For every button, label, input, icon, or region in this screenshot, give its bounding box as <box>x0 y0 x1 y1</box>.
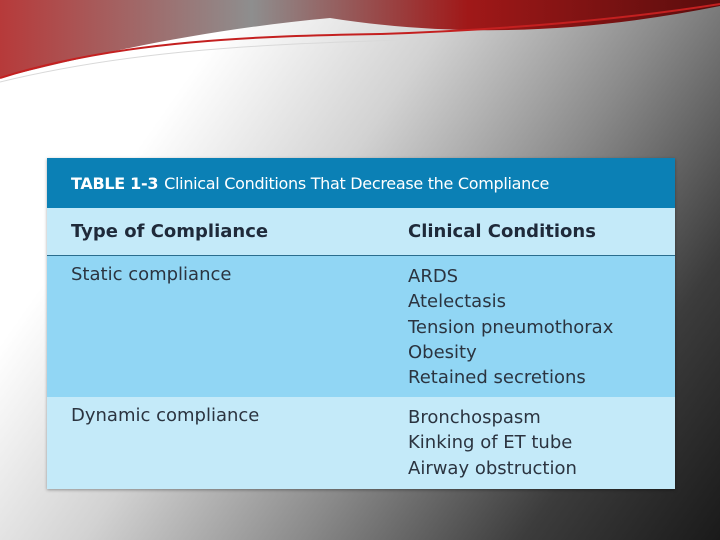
table-title-text: Clinical Conditions That Decrease the Compliance <box>164 173 550 193</box>
table-row <box>47 256 675 397</box>
compliance-table <box>47 158 675 489</box>
conditions-cell <box>408 264 613 390</box>
table-header-row <box>47 208 675 256</box>
slide-header-decoration <box>0 0 720 90</box>
condition-item: ARDS <box>408 266 459 287</box>
table-title <box>47 158 675 208</box>
condition-item: Atelectasis <box>408 291 506 313</box>
condition-item: Tension pneumothorax <box>408 316 614 338</box>
header-type-of-compliance: Type of Compliance <box>71 221 269 242</box>
condition-item: Airway obstruction <box>408 457 577 479</box>
header-clinical-conditions: Clinical Conditions <box>408 221 596 242</box>
table-number: TABLE 1-3 <box>71 173 159 193</box>
table-row <box>47 397 675 489</box>
condition-item: Bronchospasm <box>408 407 541 428</box>
condition-item: Kinking of ET tube <box>408 432 573 454</box>
compliance-type-cell: Static compliance <box>71 264 232 285</box>
condition-item: Retained secretions <box>408 367 586 389</box>
compliance-type-cell: Dynamic compliance <box>71 405 260 426</box>
condition-item: Obesity <box>408 341 477 363</box>
conditions-cell <box>408 405 577 481</box>
